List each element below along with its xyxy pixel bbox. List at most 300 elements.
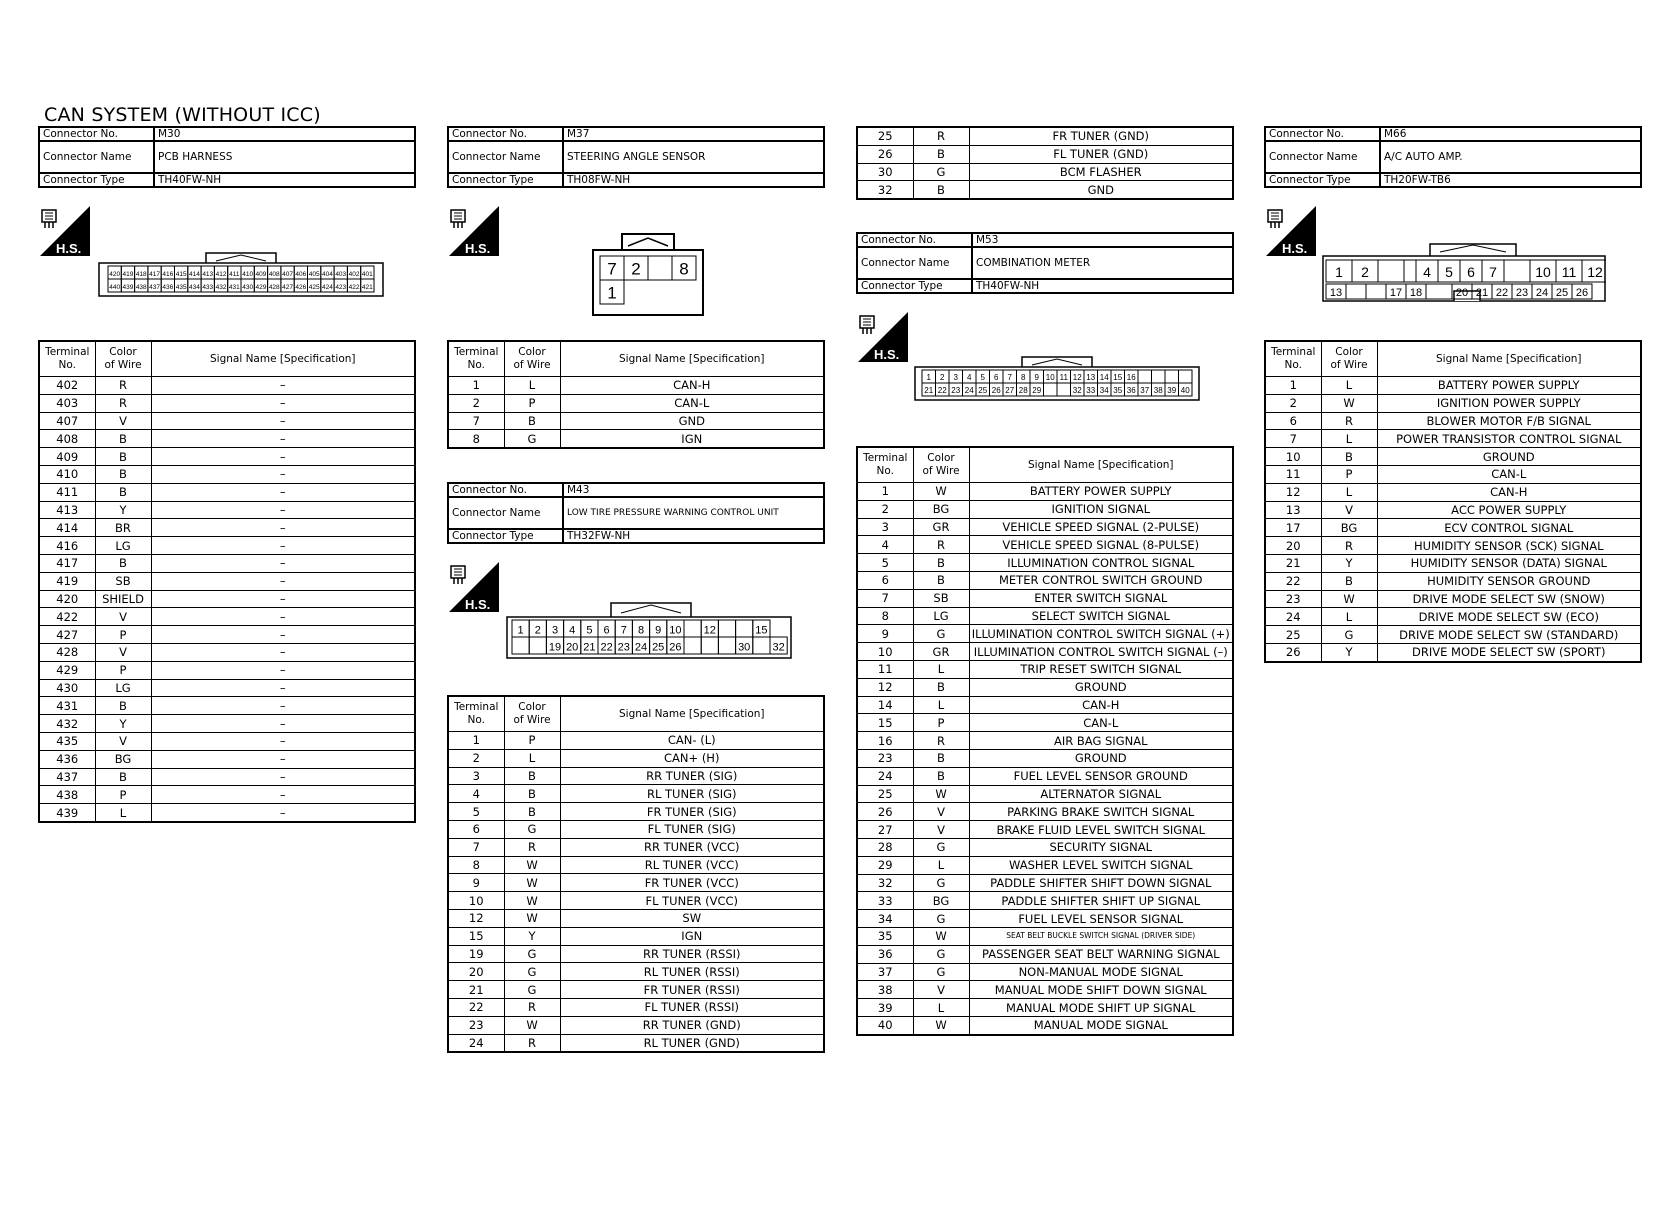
label-connector-no: Connector No. — [857, 233, 972, 247]
wire-color: B — [913, 749, 969, 767]
wire-color: W — [913, 927, 969, 945]
wire-color: B — [95, 483, 151, 501]
table-row — [857, 660, 1233, 678]
svg-text:2: 2 — [940, 373, 945, 383]
wire-color: G — [504, 430, 560, 448]
terminal-no: 10 — [448, 892, 504, 910]
table-row — [1265, 465, 1641, 483]
svg-text:412: 412 — [215, 271, 227, 279]
signal-name: DRIVE MODE SELECT SW (SNOW) — [1377, 590, 1641, 608]
wire-color: V — [913, 981, 969, 999]
signal-name: – — [151, 501, 415, 519]
table-row — [1265, 626, 1641, 644]
svg-text:8: 8 — [1021, 373, 1026, 383]
wire-color: L — [1321, 608, 1377, 626]
signal-name: POWER TRANSISTOR CONTROL SIGNAL — [1377, 430, 1641, 448]
harness-side-icon — [449, 562, 499, 612]
table-row — [857, 732, 1233, 750]
terminal-no: 439 — [39, 804, 95, 822]
wire-color: Y — [1321, 643, 1377, 661]
svg-text:26: 26 — [669, 641, 682, 654]
svg-text:39: 39 — [1167, 386, 1177, 396]
svg-text:26: 26 — [991, 386, 1001, 396]
label-connector-name: Connector Name — [448, 141, 563, 173]
harness-side-icon — [40, 206, 90, 256]
wire-color: G — [1321, 626, 1377, 644]
signal-name: HUMIDITY SENSOR GROUND — [1377, 572, 1641, 590]
table-row — [857, 500, 1233, 518]
signal-name: PADDLE SHIFTER SHIFT UP SIGNAL — [969, 892, 1233, 910]
wire-color: B — [1321, 448, 1377, 466]
svg-text:6: 6 — [994, 373, 999, 383]
svg-text:426: 426 — [295, 284, 307, 292]
terminal-no: 7 — [857, 589, 913, 607]
signal-name: ACC POWER SUPPLY — [1377, 501, 1641, 519]
table-header — [39, 341, 415, 377]
connector-no-value: M53 — [972, 233, 1233, 247]
wire-color: V — [95, 412, 151, 430]
terminal-no: 22 — [1265, 572, 1321, 590]
connector-type-value: TH32FW-NH — [563, 529, 824, 543]
svg-text:414: 414 — [189, 271, 200, 279]
signal-name: PADDLE SHIFTER SHIFT DOWN SIGNAL — [969, 874, 1233, 892]
label-connector-no: Connector No. — [448, 127, 563, 141]
svg-text:23: 23 — [617, 641, 630, 654]
signal-name: RR TUNER (VCC) — [560, 838, 824, 856]
connector-m53 — [856, 232, 1234, 294]
wire-color: B — [504, 412, 560, 430]
table-header — [857, 447, 1233, 483]
signal-name: CAN-L — [1377, 465, 1641, 483]
connector-info-m37 — [447, 126, 825, 188]
table-row — [39, 643, 415, 661]
signal-name: VEHICLE SPEED SIGNAL (2-PULSE) — [969, 518, 1233, 536]
signal-name: – — [151, 643, 415, 661]
table-row — [1265, 537, 1641, 555]
svg-text:432: 432 — [215, 284, 227, 292]
table-row — [448, 892, 824, 910]
table-row — [39, 377, 415, 395]
signal-name: RR TUNER (SIG) — [560, 767, 824, 785]
label-connector-name: Connector Name — [448, 497, 563, 529]
svg-text:11: 11 — [1059, 373, 1068, 383]
signal-name: CAN-H — [560, 377, 824, 395]
terminal-no: 6 — [1265, 412, 1321, 430]
wire-color: Y — [1321, 554, 1377, 572]
wire-color: V — [95, 732, 151, 750]
wire-color: P — [504, 732, 560, 750]
wire-color: L — [913, 999, 969, 1017]
wire-color: Y — [95, 501, 151, 519]
terminal-no: 23 — [1265, 590, 1321, 608]
svg-text:3: 3 — [953, 373, 958, 383]
terminal-table-m37 — [447, 340, 825, 449]
table-row — [857, 554, 1233, 572]
terminal-no: 21 — [1265, 554, 1321, 572]
wire-color: L — [913, 660, 969, 678]
signal-name: – — [151, 786, 415, 804]
svg-text:13: 13 — [1329, 287, 1343, 299]
svg-text:425: 425 — [308, 284, 320, 292]
svg-text:403: 403 — [335, 271, 347, 279]
svg-text:H.S.: H.S. — [1282, 241, 1308, 256]
svg-text:2: 2 — [534, 624, 541, 637]
signal-name: FUEL LEVEL SENSOR GROUND — [969, 767, 1233, 785]
svg-text:34: 34 — [1099, 386, 1109, 396]
table-row — [39, 626, 415, 644]
svg-text:9: 9 — [655, 624, 662, 637]
terminal-table-m66-wrap — [1264, 340, 1642, 663]
terminal-no: 8 — [448, 430, 504, 448]
table-row — [39, 679, 415, 697]
terminal-table-m30-wrap — [38, 340, 416, 823]
signal-name: BATTERY POWER SUPPLY — [969, 483, 1233, 501]
terminal-table-m43-continued — [856, 126, 1234, 200]
signal-name: – — [151, 554, 415, 572]
svg-text:6: 6 — [603, 624, 610, 637]
signal-name: NON-MANUAL MODE SIGNAL — [969, 963, 1233, 981]
terminal-table-m43-cont-wrap — [856, 126, 1234, 200]
color-of-wire-header: Color of Wire — [504, 341, 560, 377]
wire-color: G — [504, 945, 560, 963]
signal-name: SECURITY SIGNAL — [969, 838, 1233, 856]
terminal-no: 427 — [39, 626, 95, 644]
svg-text:409: 409 — [255, 271, 267, 279]
table-row — [39, 501, 415, 519]
signal-name: – — [151, 768, 415, 786]
signal-name: – — [151, 715, 415, 733]
signal-name: GND — [560, 412, 824, 430]
svg-text:10: 10 — [1535, 264, 1551, 280]
signal-name: CAN-H — [1377, 483, 1641, 501]
signal-name: – — [151, 465, 415, 483]
terminal-no: 416 — [39, 537, 95, 555]
table-row — [39, 715, 415, 733]
table-row — [1265, 554, 1641, 572]
terminal-no: 3 — [448, 767, 504, 785]
signal-name: BCM FLASHER — [969, 163, 1233, 181]
terminal-no: 32 — [857, 874, 913, 892]
color-of-wire-header: Color of Wire — [95, 341, 151, 377]
terminal-no: 34 — [857, 910, 913, 928]
connector-name-value: A/C AUTO AMP. — [1380, 141, 1641, 173]
signal-name: ALTERNATOR SIGNAL — [969, 785, 1233, 803]
wire-color: BG — [95, 750, 151, 768]
signal-name: AIR BAG SIGNAL — [969, 732, 1233, 750]
svg-text:428: 428 — [268, 284, 280, 292]
table-row — [1265, 430, 1641, 448]
svg-text:422: 422 — [348, 284, 360, 292]
terminal-no: 12 — [1265, 483, 1321, 501]
terminal-no: 29 — [857, 856, 913, 874]
svg-text:24: 24 — [1535, 287, 1549, 299]
terminal-no: 1 — [857, 483, 913, 501]
wire-color: P — [1321, 465, 1377, 483]
table-row — [448, 820, 824, 838]
signal-name: BRAKE FLUID LEVEL SWITCH SIGNAL — [969, 821, 1233, 839]
terminal-no: 422 — [39, 608, 95, 626]
signal-name-header: Signal Name [Specification] — [560, 696, 824, 732]
signal-name: – — [151, 412, 415, 430]
terminal-no: 429 — [39, 661, 95, 679]
svg-text:405: 405 — [308, 271, 320, 279]
terminal-no: 14 — [857, 696, 913, 714]
wire-color: G — [504, 963, 560, 981]
wire-color: L — [1321, 377, 1377, 395]
wire-color: W — [504, 1016, 560, 1034]
wire-color: G — [504, 820, 560, 838]
terminal-no: 430 — [39, 679, 95, 697]
table-row — [448, 732, 824, 750]
terminal-no: 420 — [39, 590, 95, 608]
table-row — [857, 625, 1233, 643]
terminal-no: 27 — [857, 821, 913, 839]
table-row — [448, 981, 824, 999]
terminal-no: 402 — [39, 377, 95, 395]
terminal-no: 32 — [857, 181, 913, 199]
svg-text:36: 36 — [1126, 386, 1136, 396]
table-row — [857, 999, 1233, 1017]
table-row — [857, 749, 1233, 767]
table-row — [857, 536, 1233, 554]
signal-name: FL TUNER (SIG) — [560, 820, 824, 838]
terminal-no: 24 — [448, 1034, 504, 1052]
wire-color: B — [95, 768, 151, 786]
connector-info-m30 — [38, 126, 416, 188]
wire-color: V — [1321, 501, 1377, 519]
wire-color: G — [504, 981, 560, 999]
signal-name: CAN-L — [969, 714, 1233, 732]
wire-color: G — [913, 874, 969, 892]
wire-color: L — [95, 804, 151, 822]
terminal-no: 28 — [857, 838, 913, 856]
wire-color: R — [1321, 412, 1377, 430]
signal-name: BATTERY POWER SUPPLY — [1377, 377, 1641, 395]
terminal-no: 11 — [857, 660, 913, 678]
svg-text:431: 431 — [228, 284, 240, 292]
connector-name-value: PCB HARNESS — [154, 141, 415, 173]
signal-name: – — [151, 519, 415, 537]
svg-text:6: 6 — [1467, 264, 1475, 280]
table-row — [857, 696, 1233, 714]
table-row — [39, 465, 415, 483]
wire-color: W — [1321, 394, 1377, 412]
table-row — [1265, 572, 1641, 590]
connector-name-value: STEERING ANGLE SENSOR — [563, 141, 824, 173]
svg-text:H.S.: H.S. — [465, 241, 491, 256]
signal-name: ILLUMINATION CONTROL SIGNAL — [969, 554, 1233, 572]
table-row — [448, 412, 824, 430]
terminal-no: 7 — [448, 412, 504, 430]
table-row — [857, 892, 1233, 910]
signal-name: METER CONTROL SWITCH GROUND — [969, 571, 1233, 589]
table-row — [448, 838, 824, 856]
table-row — [448, 856, 824, 874]
terminal-table-m66 — [1264, 340, 1642, 663]
svg-text:8: 8 — [679, 259, 689, 279]
svg-text:26: 26 — [1575, 287, 1589, 299]
table-row — [1265, 483, 1641, 501]
connector-name-value: COMBINATION METER — [972, 247, 1233, 279]
svg-text:4: 4 — [1423, 264, 1431, 280]
terminal-no: 16 — [857, 732, 913, 750]
signal-name-header: Signal Name [Specification] — [560, 341, 824, 377]
svg-text:419: 419 — [122, 271, 134, 279]
signal-name: FL TUNER (GND) — [969, 145, 1233, 163]
table-row — [1265, 501, 1641, 519]
table-row — [39, 661, 415, 679]
signal-name: CAN-H — [969, 696, 1233, 714]
svg-text:1: 1 — [926, 373, 931, 383]
wire-color: W — [913, 785, 969, 803]
connector-type-value: TH40FW-NH — [154, 173, 415, 187]
wire-color: W — [504, 874, 560, 892]
table-row — [1265, 412, 1641, 430]
svg-text:421: 421 — [361, 284, 373, 292]
svg-text:434: 434 — [189, 284, 200, 292]
wire-color: W — [504, 892, 560, 910]
table-row — [448, 909, 824, 927]
terminal-no: 10 — [1265, 448, 1321, 466]
signal-name: – — [151, 732, 415, 750]
wire-color: W — [504, 909, 560, 927]
svg-text:13: 13 — [1086, 373, 1096, 383]
wire-color: W — [504, 856, 560, 874]
table-row — [39, 448, 415, 466]
signal-name-header: Signal Name [Specification] — [969, 447, 1233, 483]
svg-text:404: 404 — [322, 271, 333, 279]
svg-text:12: 12 — [1072, 373, 1082, 383]
terminal-no: 2 — [448, 394, 504, 412]
wire-color: L — [504, 377, 560, 395]
signal-name: – — [151, 608, 415, 626]
signal-name: BLOWER MOTOR F/B SIGNAL — [1377, 412, 1641, 430]
terminal-no: 17 — [1265, 519, 1321, 537]
signal-name: RL TUNER (RSSI) — [560, 963, 824, 981]
signal-name: – — [151, 661, 415, 679]
svg-text:24: 24 — [964, 386, 974, 396]
signal-name: – — [151, 394, 415, 412]
svg-text:12: 12 — [703, 624, 716, 637]
svg-text:401: 401 — [361, 271, 373, 279]
wire-color: R — [95, 377, 151, 395]
svg-text:15: 15 — [755, 624, 768, 637]
terminal-no: 410 — [39, 465, 95, 483]
wire-color: B — [95, 448, 151, 466]
terminal-no: 10 — [857, 643, 913, 661]
svg-text:24: 24 — [634, 641, 648, 654]
signal-name-header: Signal Name [Specification] — [1377, 341, 1641, 377]
table-row — [448, 1016, 824, 1034]
table-row — [1265, 519, 1641, 537]
signal-name: RL TUNER (VCC) — [560, 856, 824, 874]
svg-text:417: 417 — [149, 271, 160, 279]
table-row — [857, 643, 1233, 661]
svg-text:29: 29 — [1032, 386, 1042, 396]
connector-no-value: M66 — [1380, 127, 1641, 141]
table-header — [448, 696, 824, 732]
connector-face-m53 — [914, 355, 1200, 401]
terminal-table-m37-wrap — [447, 340, 825, 449]
terminal-no: 5 — [448, 803, 504, 821]
svg-text:2: 2 — [631, 259, 641, 279]
terminal-no: 7 — [1265, 430, 1321, 448]
svg-text:413: 413 — [202, 271, 214, 279]
table-row — [1265, 590, 1641, 608]
svg-text:22: 22 — [1495, 287, 1509, 299]
wire-color: B — [913, 767, 969, 785]
wire-color: SB — [913, 589, 969, 607]
table-row — [857, 821, 1233, 839]
color-of-wire-header: Color of Wire — [913, 447, 969, 483]
table-row — [857, 945, 1233, 963]
terminal-no: 12 — [857, 678, 913, 696]
signal-name: RR TUNER (GND) — [560, 1016, 824, 1034]
table-row — [39, 608, 415, 626]
table-row — [448, 927, 824, 945]
svg-text:37: 37 — [1140, 386, 1150, 396]
svg-text:429: 429 — [255, 284, 267, 292]
svg-text:25: 25 — [652, 641, 665, 654]
signal-name: – — [151, 679, 415, 697]
signal-name: FUEL LEVEL SENSOR SIGNAL — [969, 910, 1233, 928]
svg-text:18: 18 — [1409, 287, 1423, 299]
label-connector-type: Connector Type — [1265, 173, 1380, 187]
terminal-no-header: Terminal No. — [448, 696, 504, 732]
connector-type-value: TH08FW-NH — [563, 173, 824, 187]
terminal-no: 21 — [448, 981, 504, 999]
table-row — [448, 1034, 824, 1052]
terminal-no: 13 — [1265, 501, 1321, 519]
connector-no-value: M43 — [563, 483, 824, 497]
svg-text:21: 21 — [1475, 287, 1489, 299]
svg-text:7: 7 — [620, 624, 627, 637]
terminal-table-m43-wrap — [447, 695, 825, 1053]
terminal-no-header: Terminal No. — [39, 341, 95, 377]
terminal-no: 37 — [857, 963, 913, 981]
label-connector-type: Connector Type — [39, 173, 154, 187]
wire-color: W — [913, 1016, 969, 1034]
terminal-no: 414 — [39, 519, 95, 537]
wire-color: P — [504, 394, 560, 412]
table-row — [857, 145, 1233, 163]
signal-name: – — [151, 537, 415, 555]
wire-color: R — [504, 998, 560, 1016]
connector-type-value: TH40FW-NH — [972, 279, 1233, 293]
connector-type-value: TH20FW-TB6 — [1380, 173, 1641, 187]
table-row — [857, 714, 1233, 732]
terminal-no: 4 — [448, 785, 504, 803]
table-row — [857, 163, 1233, 181]
signal-name: – — [151, 483, 415, 501]
wire-color: L — [1321, 430, 1377, 448]
signal-name: – — [151, 572, 415, 590]
table-row — [39, 519, 415, 537]
connector-m30 — [38, 126, 416, 188]
svg-text:411: 411 — [229, 271, 240, 279]
signal-name: RR TUNER (RSSI) — [560, 945, 824, 963]
terminal-no: 26 — [857, 803, 913, 821]
signal-name: DRIVE MODE SELECT SW (STANDARD) — [1377, 626, 1641, 644]
svg-text:416: 416 — [162, 271, 174, 279]
svg-text:20: 20 — [566, 641, 579, 654]
wire-color: SHIELD — [95, 590, 151, 608]
wire-color: BG — [1321, 519, 1377, 537]
wire-color: L — [1321, 483, 1377, 501]
signal-name: – — [151, 430, 415, 448]
terminal-no: 437 — [39, 768, 95, 786]
signal-name: VEHICLE SPEED SIGNAL (8-PULSE) — [969, 536, 1233, 554]
